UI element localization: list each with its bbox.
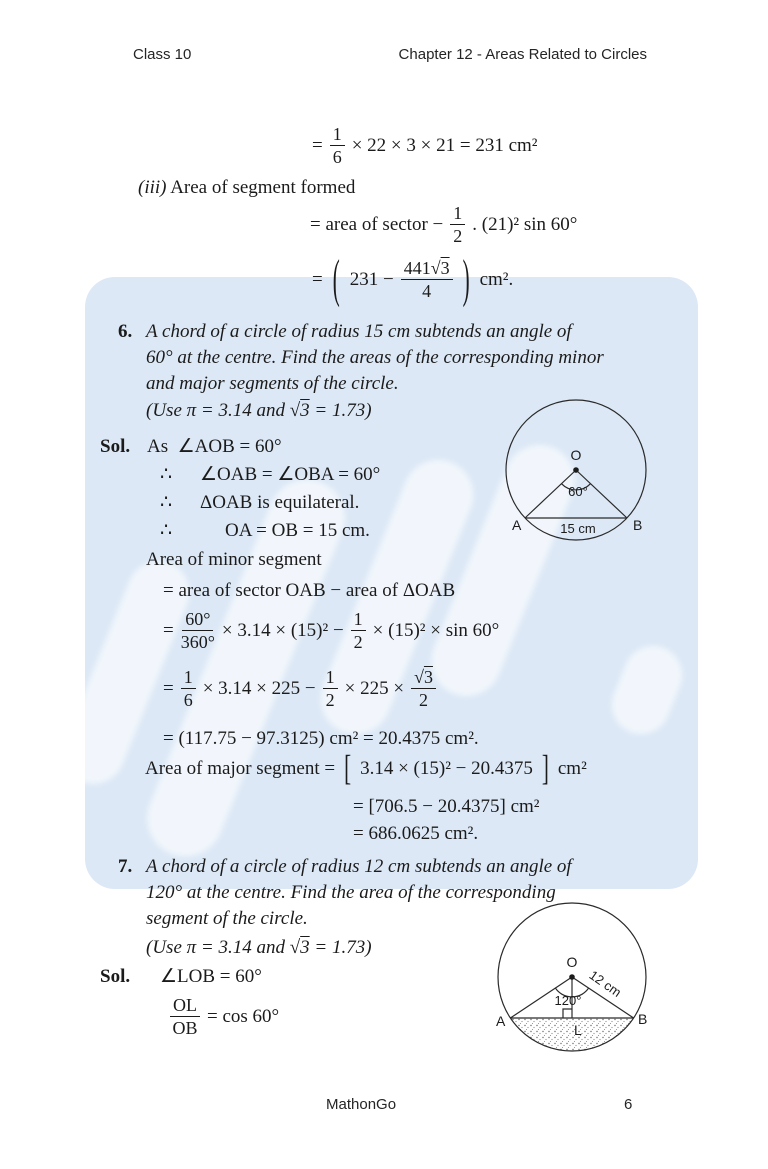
major-segment-step: = [706.5 − 20.4375] cm² [353,796,540,817]
equation-minor-segment-1 [163,609,499,652]
use-text: (Use π = 3.14 and [146,400,290,421]
circle-diagram-q7 [488,898,658,1070]
expression: . (21)² sin 60° [472,213,578,235]
solution-step: ∠OAB = ∠OBA = 60° [200,464,381,485]
center-dot [569,974,575,980]
numerator [401,258,453,280]
expression: = cos 60° [207,1005,280,1027]
equation-minor-segment-2 [163,667,436,710]
center-label: O [570,447,582,463]
radical-sign: 441√ [403,258,441,278]
point-a-label: A [512,517,522,533]
expression: = area of sector − [310,213,444,235]
radius-length-label: 12 cm [586,967,625,1000]
question-6-number: 6. [118,321,133,342]
question-6-text-line: 60° at the centre. Find the areas of the corresponding minor [146,347,604,368]
use-text: = 1.73) [309,400,372,421]
question-6-text-line: A chord of a circle of radius 15 cm subtends an angle of [146,321,572,342]
radicand: 3 [440,258,450,278]
fraction [323,667,338,710]
fraction [170,995,200,1038]
part-title: Area of segment formed [166,177,356,198]
expression: × 3.14 × 225 − [202,677,316,699]
point-b-label: B [638,1011,648,1027]
angle-label: 60° [568,484,588,499]
fraction [181,667,196,710]
radicand: 3 [300,937,310,958]
numerator: 1 [181,667,196,689]
circle-diagram-q6 [492,390,662,555]
question-6-text-line: and major segments of the circle. [146,373,399,394]
equation-major-segment [145,747,587,789]
page-number: 6 [624,1096,633,1113]
minor-segment-result: = (117.75 − 97.3125) cm² = 20.4375 cm². [163,728,479,749]
equation-cos-ratio [170,995,279,1038]
class-label: Class 10 [133,46,192,63]
expression: Area of major segment = [145,757,336,779]
units: cm². [479,268,514,290]
solution-step: ΔOAB is equilateral. [200,492,360,513]
fraction [330,124,345,167]
question-7-text-line: 120° at the centre. Find the area of the corresponding [146,882,556,903]
fraction [351,609,366,652]
expression: × 3.14 × (15)² − [221,619,344,641]
denominator: OB [172,1018,198,1039]
numerator: 1 [351,609,366,631]
fraction [181,609,215,652]
radical-sign: √ [414,667,424,687]
expression: 231 − [349,268,394,290]
therefore-icon: ∴ [160,464,173,485]
denominator: 4 [422,281,432,302]
radical-sign: √ [289,400,301,421]
equals-sign: = [312,268,323,290]
equation-segment-formula [310,203,577,246]
question-7-use-note [146,936,372,960]
fraction [450,203,465,246]
numerator: 1 [323,667,338,689]
shaded-segment [510,1018,633,1051]
denominator: 360° [180,632,215,653]
denominator: 2 [419,690,428,711]
question-7-text-line: A chord of a circle of radius 12 cm subtends an angle of [146,856,572,877]
question-7-number: 7. [118,856,133,877]
open-paren: ( [332,248,340,309]
expression: × 22 × 3 × 21 = 231 cm² [351,134,538,156]
minor-segment-heading: Area of minor segment [146,549,322,570]
point-a-label: A [496,1013,506,1029]
chord-length-label: 15 cm [560,521,596,536]
brand-footer: MathonGo [326,1096,397,1113]
solution-label-q6: Sol. [100,436,131,457]
part-iii-heading [138,176,355,200]
center-label: O [566,954,578,970]
point-b-label: B [633,517,643,533]
solution-step: As ∠AOB = 60° [147,436,282,457]
solution-step: OA = OB = 15 cm. [225,520,370,541]
use-text: = 1.73) [309,937,372,958]
therefore-icon: ∴ [160,520,173,541]
equals-sign: = [163,677,174,699]
numerator: 1 [330,124,345,146]
equation-segment-result [312,248,514,309]
center-dot [573,467,579,473]
question-7-text-line: segment of the circle. [146,908,308,929]
close-bracket: ] [541,747,549,789]
denominator: 2 [453,226,463,247]
radicand: 3 [300,400,310,421]
equals-sign: = [163,619,174,641]
units: cm² [557,757,587,779]
numerator: 60° [182,609,213,631]
part-label: (iii) [138,177,167,198]
numerator: OL [170,995,200,1017]
equation-sector-area [312,124,538,167]
solution-step: = area of sector OAB − area of ΔOAB [163,580,456,601]
expression: × 225 × [344,677,405,699]
angle-label: 120° [554,993,582,1008]
denominator: 2 [353,632,363,653]
numerator: 1 [450,203,465,225]
question-6-use-note [146,399,372,423]
solution-step: ∠LOB = 60° [160,966,262,987]
close-paren: ) [462,248,470,309]
use-text: (Use π = 3.14 and [146,937,290,958]
open-bracket: [ [344,747,352,789]
expression: 3.14 × (15)² − 20.4375 [360,757,533,779]
expression: × (15)² × sin 60° [372,619,500,641]
therefore-icon: ∴ [160,492,173,513]
denominator: 2 [325,690,335,711]
major-segment-result: = 686.0625 cm². [353,823,479,844]
solution-label-q7: Sol. [100,966,131,987]
fraction [411,667,436,710]
denominator: 6 [332,147,342,168]
numerator [411,667,436,689]
point-l-label: L [574,1022,582,1038]
denominator: 6 [183,690,193,711]
radicand: 3 [423,667,433,687]
equals-sign: = [312,134,323,156]
fraction [401,258,453,301]
chapter-title: Chapter 12 - Areas Related to Circles [398,46,647,63]
radical-sign: √ [289,937,301,958]
